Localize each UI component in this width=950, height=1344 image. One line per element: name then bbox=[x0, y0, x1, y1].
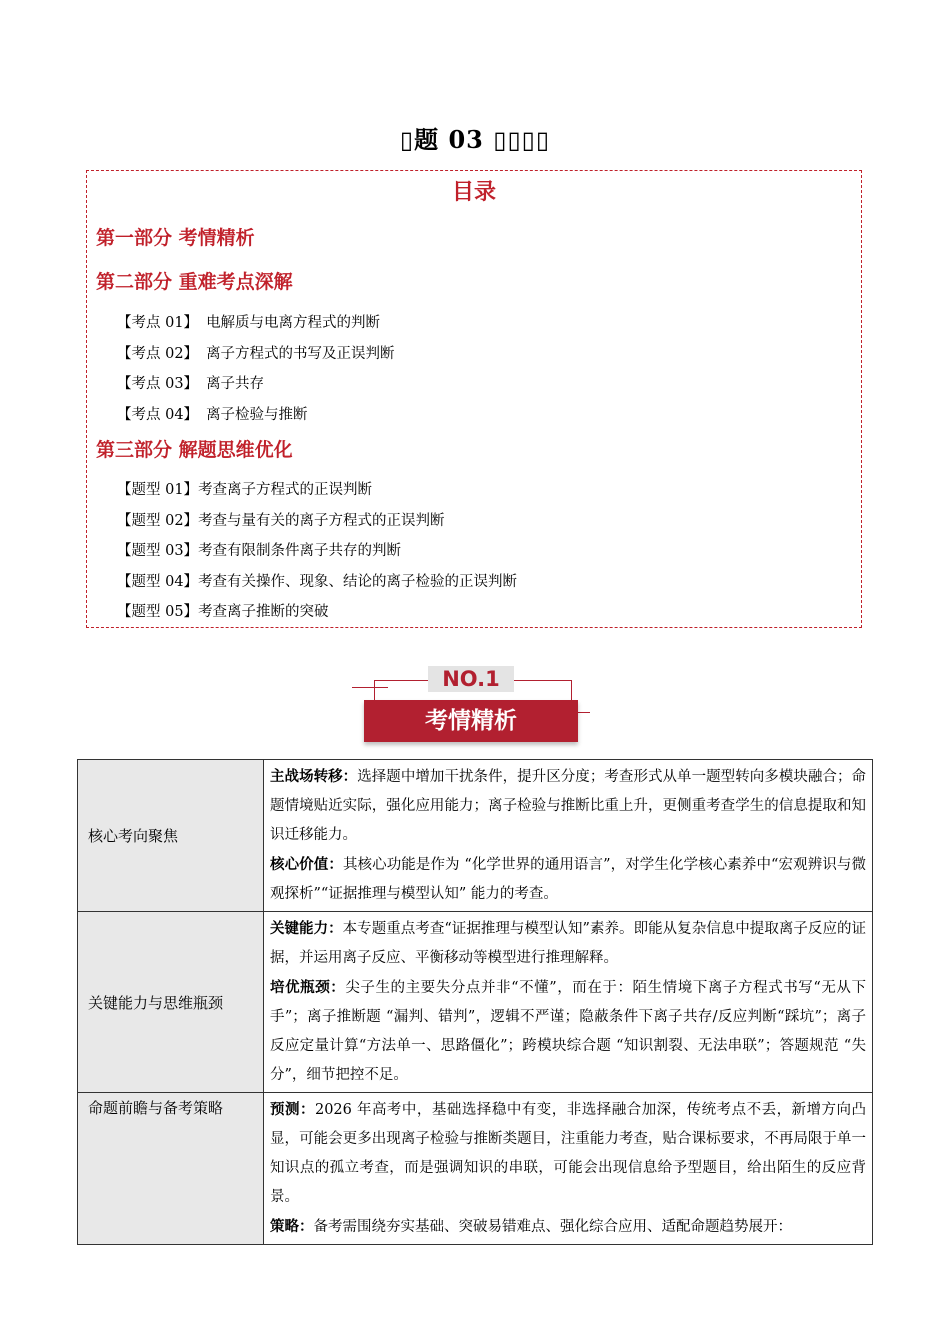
toc-item-text: 离子方程式的书写及正误判断 bbox=[206, 346, 395, 362]
toc-tixing-05 bbox=[117, 600, 329, 621]
toc-item-tag: 【考点 03】 bbox=[117, 376, 199, 392]
toc-item-tag: 【题型 02】 bbox=[117, 513, 199, 529]
toc-item-tag: 【考点 01】 bbox=[117, 315, 199, 331]
toc-part-1: 第一部分 考情精析 bbox=[96, 227, 255, 249]
toc-tixing-03 bbox=[117, 539, 401, 560]
toc-item-text: 考查有关操作、现象、结论的离子检验的正误判断 bbox=[198, 574, 518, 590]
table-row bbox=[78, 760, 873, 912]
toc-part-3: 第三部分 解题思维优化 bbox=[96, 439, 293, 461]
paragraph-lead: 培优瓶颈： bbox=[270, 979, 346, 996]
badge-line-left bbox=[352, 687, 388, 688]
paragraph-lead: 主战场转移： bbox=[270, 768, 358, 785]
document-title: ▯题 03 ▯▯▯▯ bbox=[399, 125, 551, 154]
toc-item-text: 考查离子推断的突破 bbox=[198, 604, 329, 620]
paragraph-lead: 核心价值： bbox=[270, 856, 343, 873]
toc-kaodian-02 bbox=[117, 342, 395, 363]
analysis-table bbox=[77, 759, 873, 1245]
paragraph-lead: 策略： bbox=[270, 1218, 314, 1235]
toc-heading: 目录 bbox=[451, 180, 496, 205]
toc-item-tag: 【考点 02】 bbox=[117, 346, 199, 362]
toc-item-tag: 【题型 03】 bbox=[117, 543, 199, 559]
toc-tixing-04 bbox=[117, 570, 517, 591]
row-label: 关键能力与思维瓶颈 bbox=[78, 912, 264, 1093]
toc-item-text: 离子共存 bbox=[206, 376, 265, 392]
paragraph-text: 备考需围绕夯实基础、突破易错难点、强化综合应用、适配命题趋势展开： bbox=[313, 1219, 792, 1235]
table-row bbox=[78, 912, 873, 1093]
paragraph-lead: 关键能力： bbox=[270, 920, 343, 937]
toc-tixing-02 bbox=[117, 509, 445, 530]
section-badge bbox=[352, 660, 592, 750]
row-content bbox=[264, 912, 873, 1093]
badge-title: 考情精析 bbox=[364, 700, 578, 742]
paragraph-text: 本专题重点考查“证据推理与模型认知”素养。即能从复杂信息中提取离子反应的证据，并运用离子反应、平衡移动等模型进行推理解释。 bbox=[270, 921, 867, 966]
toc-item-text: 考查离子方程式的正误判断 bbox=[198, 482, 373, 498]
content-paragraph bbox=[270, 973, 866, 1090]
table-of-contents bbox=[86, 170, 862, 628]
content-paragraph bbox=[270, 850, 866, 909]
toc-kaodian-01 bbox=[117, 311, 380, 332]
table-row bbox=[78, 1093, 873, 1245]
toc-item-tag: 【题型 01】 bbox=[117, 482, 199, 498]
toc-item-tag: 【考点 04】 bbox=[117, 407, 199, 423]
toc-item-text: 考查有限制条件离子共存的判断 bbox=[198, 543, 402, 559]
toc-kaodian-03 bbox=[117, 372, 264, 393]
paragraph-text: 2026 年高考中，基础选择稳中有变，非选择融合加深，传统考点不丢，新增方向凸显，可能会更多出现离子检验与推断类题目，注重能力考查，贴合课标要求，不再局限于单一知识点的孤立考查，而是强调知识的串联，可能会出现信息给予型题目，给出陌生的反应背景。 bbox=[270, 1102, 867, 1205]
row-label: 核心考向聚焦 bbox=[78, 760, 264, 912]
toc-item-tag: 【题型 05】 bbox=[117, 604, 199, 620]
paragraph-lead: 预测： bbox=[270, 1101, 315, 1118]
row-label: 命题前瞻与备考策略 bbox=[78, 1093, 264, 1245]
badge-line-right bbox=[576, 712, 590, 713]
toc-item-text: 离子检验与推断 bbox=[206, 407, 308, 423]
content-paragraph bbox=[270, 914, 866, 973]
paragraph-text: 尖子生的主要失分点并非“不懂”，而在于：陌生情境下离子方程式书写“无从下手”；离子推断题 “漏判、错判”，逻辑不严谨；隐蔽条件下离子共存/反应判断“踩坑”；离子反应定量计算“方法单一、思路僵化”；跨模块综合题 “知识割裂、无法串联”；答题规范 “失分”，细节把控不足。 bbox=[270, 980, 866, 1083]
row-content bbox=[264, 760, 873, 912]
toc-item-tag: 【题型 04】 bbox=[117, 574, 199, 590]
toc-part-2: 第二部分 重难考点深解 bbox=[96, 271, 293, 293]
content-paragraph bbox=[270, 1095, 866, 1212]
paragraph-text: 其核心功能是作为 “化学世界的通用语言”，对学生化学核心素养中“宏观辨识与微观探析”“证据推理与模型认知” 能力的考查。 bbox=[270, 857, 866, 902]
content-paragraph bbox=[270, 1212, 866, 1242]
toc-tixing-01 bbox=[117, 478, 372, 499]
paragraph-text: 选择题中增加干扰条件，提升区分度；考查形式从单一题型转向多模块融合；命题情境贴近实际，强化应用能力；离子检验与推断比重上升，更侧重考查学生的信息提取和知识迁移能力。 bbox=[270, 769, 867, 843]
badge-number: NO.1 bbox=[428, 666, 514, 692]
toc-item-text: 考查与量有关的离子方程式的正误判断 bbox=[198, 513, 445, 529]
content-paragraph bbox=[270, 762, 866, 850]
row-content bbox=[264, 1093, 873, 1245]
toc-item-text: 电解质与电离方程式的判断 bbox=[206, 315, 381, 331]
toc-kaodian-04 bbox=[117, 403, 308, 424]
